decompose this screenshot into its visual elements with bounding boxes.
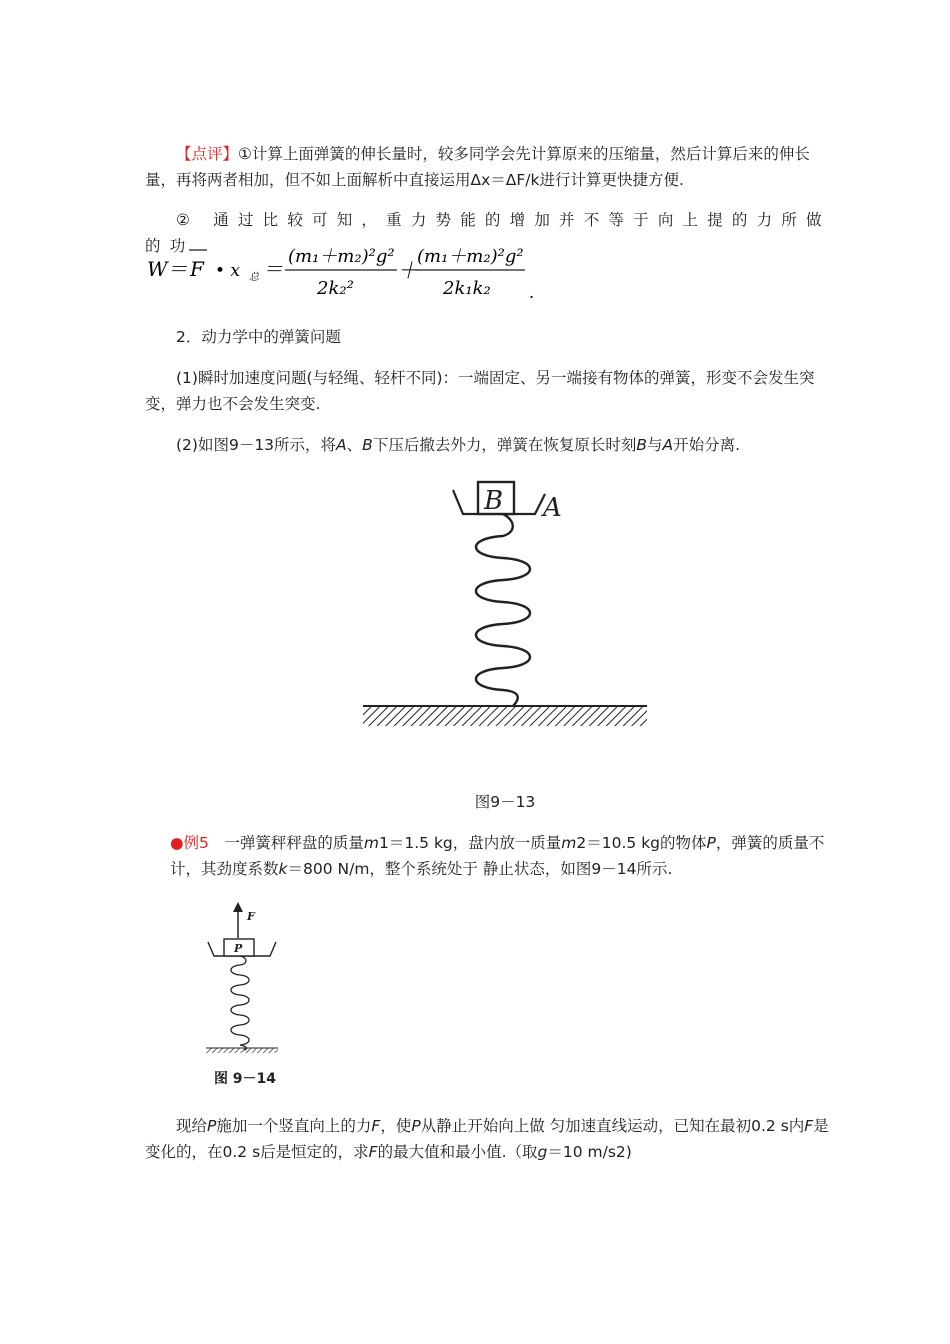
label-b: B [484,486,504,516]
spring-diagram-small [180,898,340,1094]
section-2-item-1: (1)瞬时加速度问题(与轻绳、轻杆不同)：一端固定、另一端接有物体的弹簧，形变不会发生突变，弹力也不会发生突变. [145,369,815,413]
section-2-title: 2．动力学中的弹簧问题 [176,328,341,346]
formula-end: . [529,283,535,302]
section-2-item-2: (2)如图9－13所示，将A、B下压后撤去外力，弹簧在恢复原长时刻B与A开始分离. [176,436,741,454]
comment-text-1: ①计算上面弹簧的伸长量时，较多同学会先计算原来的压缩量，然后计算后来的伸长量，再将两者相加，但不如上面解析中直接运用Δx＝ΔF/k进行计算更快捷方便. [145,145,810,189]
formula-plus: ＋ [397,259,420,284]
formula-den-1: 2k₂² [317,278,354,299]
figure-9-14 [180,898,340,1094]
label-p: P [234,942,243,955]
example-5-tag: ●例5 [170,834,209,852]
example-5: ●例5 一弹簧秤秤盘的质量m1＝1.5 kg，盘内放一质量m2＝10.5 kg的物体P，弹簧的质量不计，其劲度系数k＝800 N/m，整个系统处于 静止状态，如图9－14所示. [170,834,825,878]
comment-text-2: ② 通过比较可知，重力势能的增加并不等于向上提的力所做的功 [145,211,831,255]
formula-f: F [190,257,204,281]
formula-den-2: 2k₁k₂ [443,278,491,299]
formula-sub-total: 总 [249,272,259,283]
problem-statement: 现给P施加一个竖直向上的力F，使P从静止开始向上做 匀加速直线运动，已知在最初0.2 s内F是变化的，在0.2 s后是恒定的，求F的最大值和最小值.（取g＝10 m/s2) [145,1117,829,1161]
formula-eq: ＝ [263,257,283,281]
formula-dot-x: • x [215,261,241,281]
comment-tag: 【点评】 [176,145,239,163]
formula-num-2: (m₁＋m₂)²g² [417,246,524,267]
label-f: F [247,910,255,923]
figure-9-14-caption: 图 9－14 [213,1071,277,1087]
formula-lhs: W＝ [147,257,188,281]
comment-paragraph-1 [145,141,835,193]
figure-9-13 [355,476,655,736]
label-a: A [543,493,562,523]
formula-num-1: (m₁＋m₂)²g² [288,246,395,267]
spring-diagram-large [355,476,655,736]
figure-9-13-caption: 图9－13 [474,793,536,811]
work-formula [145,232,565,304]
